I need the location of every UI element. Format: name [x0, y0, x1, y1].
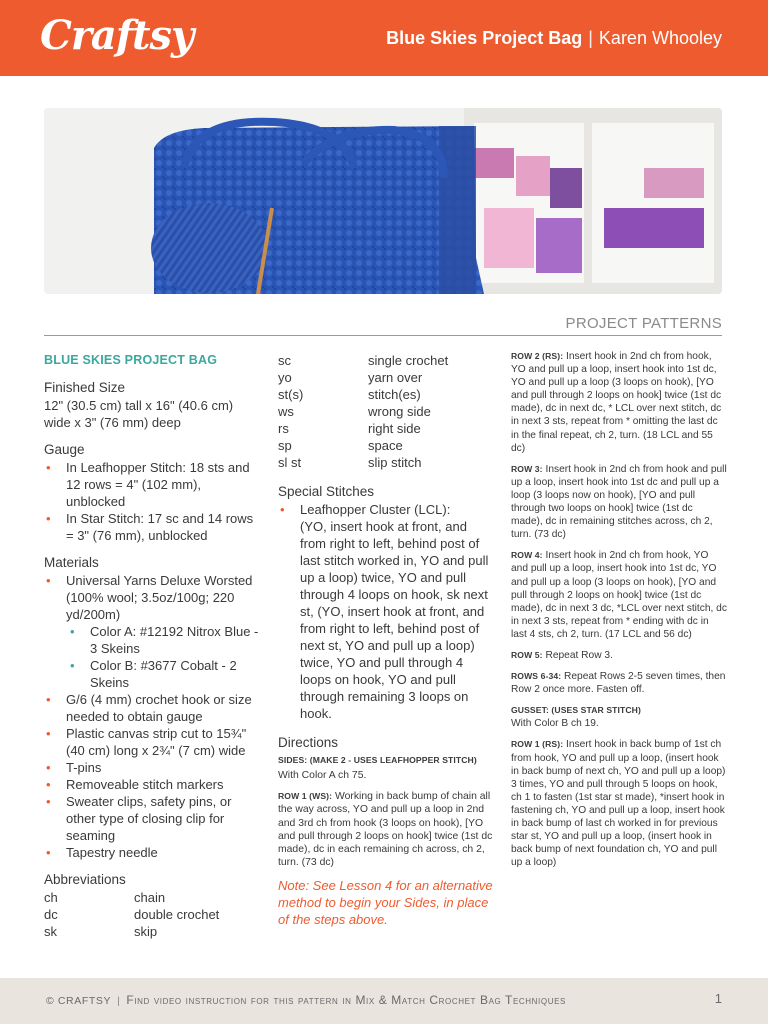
gusset-row-1-paragraph — [511, 738, 727, 869]
abbreviation-row — [278, 352, 493, 369]
list-item — [278, 501, 493, 722]
gauge-list — [44, 459, 260, 544]
abbreviations-heading: Abbreviations — [44, 872, 126, 887]
list-item: • Color A: #12192 Nitrox Blue - 3 Skeins — [68, 623, 260, 657]
abbr-key: ch — [44, 890, 58, 905]
abbr-value: stitch(es) — [368, 387, 421, 402]
directions-heading: Directions — [278, 735, 339, 750]
special-stitch-text: (YO, insert hook at front, and from right to left, behind post of last stitch worked in, YO and pull up a loop) twice, YO and pull through 4 loops on hook, sk next st, (YO, insert hook at front, and from right to left, behind post of next st, YO and pull up a loop) twice, YO and pull through 4 loops on hook, YO and pull through remaining 3 loops on hook. — [300, 519, 489, 721]
row-label: ROW 4: — [511, 550, 543, 561]
yarn-description: Universal Yarns Deluxe Worsted (100% wool; 3.5oz/100g; 220 yd/200m) — [66, 573, 253, 622]
list-item: • In Leafhopper Stitch: 18 sts and 12 rows = 4" (102 mm), unblocked — [44, 459, 260, 510]
materials-heading: Materials — [44, 555, 99, 570]
row-paragraph — [511, 670, 727, 696]
abbr-key: ws — [278, 404, 294, 419]
abbr-value: chain — [134, 890, 166, 905]
row-text: Insert hook in 2nd ch from hook, YO and pull up a loop, insert hook into 1st dc, YO and pull up a loop (3 loops on hook), [YO and pull through 2 loops on hook] twice (1st dc made), dc in next 3 dc, *LCL over next stitch, dc in next 3 sts, repeat from * ending with dc in last 4 sts, ch 2, turn. (17 LCL and 56 dc) — [511, 550, 727, 640]
row-label: ROW 3: — [511, 463, 543, 474]
row-1-label: ROW 1 (WS): — [278, 791, 333, 802]
abbr-key: rs — [278, 421, 289, 436]
row-paragraph — [511, 463, 727, 542]
abbreviation-row — [278, 369, 493, 386]
footer-bar — [0, 978, 768, 1024]
abbr-key: yo — [278, 370, 292, 385]
craftsy-logo[interactable]: Craftsy — [40, 12, 194, 59]
materials-list — [44, 572, 260, 861]
row-text: Insert hook in 2nd ch from hook, YO and pull up a loop, insert hook into 1st dc, YO and pull up a loop (3 loops on hook), [YO and pull through 2 loops on hook] twice (1st dc made), dc in next dc, * LCL over next stitch, dc in next 3 sts, repeat from * omitting the last dc in the final repeat, ch 2, turn. (18 LCL and 55 dc) — [511, 351, 722, 454]
row-text: Repeat Rows 2-5 seven times, then Row 2 once more. Fasten off. — [511, 671, 726, 696]
list-item: • In Star Stitch: 17 sc and 14 rows = 3" (76 mm), unblocked — [44, 510, 260, 544]
abbreviation-row — [44, 906, 260, 923]
designer-name: Karen Whooley — [598, 28, 722, 48]
column-1 — [44, 352, 260, 940]
abbr-value: skip — [134, 924, 158, 939]
gusset-row-1-text: Insert hook in back bump of 1st ch from hook, YO and pull up a loop, (insert hook in back bump of next ch, YO and pull up a loop) 3 times, YO and pull through 5 loops on hook, ch 1 to fasten (1st star st made), *insert hook in fastening ch, YO and pull up a loop, insert hook in back bump of last ch worked in for previous star st, YO and pull up a loop, (insert hook in back bump of next foundation ch, YO and pull up a loop) — [511, 739, 726, 869]
row-paragraph — [511, 350, 727, 455]
section-divider — [44, 335, 722, 336]
header-separator: | — [588, 28, 593, 48]
list-item: • Plastic canvas strip cut to 15¾" (40 cm) long x 2¾" (7 cm) wide — [44, 725, 260, 759]
list-item: • Removeable stitch markers — [44, 776, 260, 793]
row-label: ROWS 6-34: — [511, 671, 562, 682]
abbr-key: sk — [44, 924, 57, 939]
row-paragraph — [511, 549, 727, 641]
abbr-value: double crochet — [134, 907, 220, 922]
gusset-text: With Color B ch 19. — [511, 718, 599, 730]
row-text: Repeat Row 3. — [545, 649, 613, 661]
abbr-value: yarn over — [368, 370, 423, 385]
abbr-key: sp — [278, 438, 292, 453]
row-label: ROW 5: — [511, 649, 543, 660]
abbr-key: dc — [44, 907, 58, 922]
list-item: • G/6 (4 mm) crochet hook or size needed to obtain gauge — [44, 691, 260, 725]
abbr-value: slip stitch — [368, 455, 422, 470]
page-number: 1 — [714, 991, 722, 1006]
abbreviation-row — [44, 889, 260, 906]
list-item: • T-pins — [44, 759, 260, 776]
abbreviation-row — [278, 420, 493, 437]
section-label: PROJECT PATTERNS — [565, 315, 722, 332]
header-title — [386, 28, 722, 49]
abbr-value: space — [368, 438, 403, 453]
sides-text: With Color A ch 75. — [278, 770, 367, 781]
header-bar — [0, 0, 768, 76]
special-stitch-name: • Leafhopper Cluster (LCL): — [300, 502, 451, 517]
list-item: • Tapestry needle — [44, 844, 260, 861]
row-text: Insert hook in 2nd ch from hook and pull up a loop, insert hook into 1st dc and pull up a loop (3 loops now on hook), [YO and pull through two loops on hook] twice (1st dc made), dc in remaining stitches across, ch 2, turn. (73 dc) — [511, 463, 727, 541]
abbr-key: sc — [278, 353, 291, 368]
color-list — [68, 623, 260, 691]
footer-separator: | — [117, 995, 121, 1007]
list-item — [44, 572, 260, 691]
gusset-row-1-label: ROW 1 (RS): — [511, 739, 564, 750]
footer-cta-link[interactable]: Find video instruction for this pattern in Mix & Match Crochet Bag Techniques — [126, 993, 566, 1007]
abbr-key: st(s) — [278, 387, 304, 402]
sides-label: SIDES: (MAKE 2 - USES LEAFHOPPER STITCH) — [278, 755, 477, 765]
row-paragraph — [511, 649, 727, 662]
finished-size-text: 12" (30.5 cm) tall x 16" (40.6 cm) wide x 3" (76 mm) deep — [44, 398, 234, 430]
special-stitches-heading: Special Stitches — [278, 484, 375, 499]
row-label: ROW 2 (RS): — [511, 351, 564, 361]
column-2 — [278, 352, 493, 928]
finished-size-heading: Finished Size — [44, 380, 126, 395]
project-name: Blue Skies Project Bag — [386, 28, 583, 48]
copyright: © CRAFTSY — [46, 995, 112, 1007]
abbr-value: right side — [368, 421, 421, 436]
abbreviation-row — [278, 454, 493, 471]
gusset-label: GUSSET: (USES STAR STITCH) — [511, 705, 641, 716]
special-stitches-list — [278, 501, 493, 722]
lesson-note: Note: See Lesson 4 for an alternative method to begin your Sides, in place of the steps above. — [278, 878, 493, 928]
row-1-text: Working in back bump of chain all the way across, YO and pull up a loop in 2nd and 3rd ch from hook (3 loops on hook), [YO and pull through 2 loops on hook] twice (1st dc made), dc in each remaining ch across, ch 2, turn. (73 dc) — [278, 791, 493, 869]
column-3 — [511, 350, 727, 877]
row-1-paragraph — [278, 790, 493, 869]
footer-text — [46, 993, 566, 1007]
abbr-value: wrong side — [368, 404, 431, 419]
pattern-title: BLUE SKIES PROJECT BAG — [44, 353, 218, 367]
abbreviation-row — [278, 437, 493, 454]
abbr-value: single crochet — [368, 353, 449, 368]
list-item: • Color B: #3677 Cobalt - 2 Skeins — [68, 657, 260, 691]
gauge-heading: Gauge — [44, 442, 85, 457]
abbreviation-row — [278, 386, 493, 403]
abbr-key: sl st — [278, 455, 302, 470]
project-photo — [44, 108, 722, 294]
abbreviation-row — [44, 923, 260, 940]
list-item: • Sweater clips, safety pins, or other type of closing clip for seaming — [44, 793, 260, 844]
abbreviation-row — [278, 403, 493, 420]
